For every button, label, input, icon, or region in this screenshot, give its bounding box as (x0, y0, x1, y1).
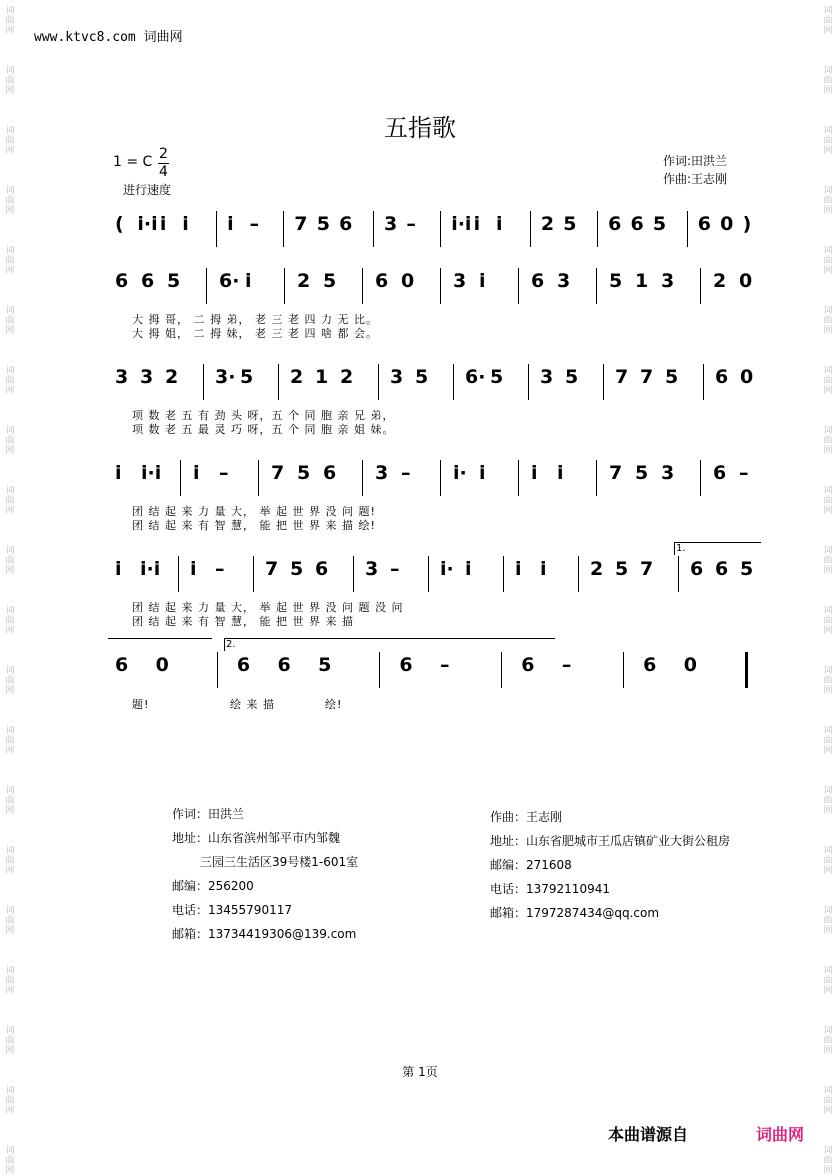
bar-line (258, 460, 259, 496)
watermark-text: 词 曲 网 (823, 66, 833, 96)
watermark-text: 词 曲 网 (823, 846, 833, 876)
score-note: – (401, 462, 411, 484)
score-note: 0 (720, 213, 734, 235)
bar-line (503, 556, 504, 592)
bar-line (216, 211, 217, 247)
score-note: 2 (340, 366, 354, 388)
time-top: 2 (159, 146, 168, 162)
bar-line (528, 364, 529, 400)
score-note: 7 (609, 462, 623, 484)
score-note: i (557, 462, 564, 484)
bar-line (518, 460, 519, 496)
score-note: – (249, 213, 259, 235)
score-note: 6 (715, 558, 729, 580)
bar-line (700, 268, 701, 304)
bar-line (178, 556, 179, 592)
bar-line (440, 460, 441, 496)
score-note: ( (115, 213, 124, 235)
bar-line (440, 211, 441, 247)
composer-credit: 作曲:王志刚 (663, 172, 728, 186)
score-note: i (465, 558, 472, 580)
watermark-text: 词 曲 网 (823, 606, 833, 636)
score-note: 0 (739, 270, 753, 292)
score-note: 6 (115, 270, 129, 292)
score-note: 7 (271, 462, 285, 484)
score-note: 5 (240, 366, 254, 388)
score-note: 2 (590, 558, 604, 580)
watermark-text: 词 曲 网 (5, 906, 15, 936)
footer-addr1: 地址：山东省滨州邹平市内邹魏 (172, 831, 341, 845)
bar-line (440, 268, 441, 304)
watermark-text: 词 曲 网 (5, 306, 15, 336)
time-bottom: 4 (159, 164, 168, 180)
bar-line (283, 211, 284, 247)
score-note: – (390, 558, 400, 580)
watermark-text: 词 曲 网 (823, 546, 833, 576)
watermark-text: 词 曲 网 (5, 66, 15, 96)
watermark-text: 词 曲 网 (5, 1146, 15, 1176)
score-note: 5 (297, 462, 311, 484)
bar-line (428, 556, 429, 592)
score-note: 5 (323, 270, 337, 292)
watermark-text: 词 曲 网 (5, 246, 15, 276)
bar-line (597, 211, 598, 247)
bar-line (278, 364, 279, 400)
score-note: – (561, 654, 572, 676)
watermark-text: 词 曲 网 (5, 126, 15, 156)
bar-line (453, 364, 454, 400)
watermark-text: 词 曲 网 (5, 6, 15, 36)
bar-line (206, 268, 207, 304)
song-title: 五指歌 (384, 114, 456, 142)
volta-2: 2. (226, 639, 236, 650)
bar-line (700, 460, 701, 496)
lyrics-line: 团 结 起 来 有 智 慧， 能 把 世 界 来 描 绘! (132, 519, 376, 532)
score-note: 3 (540, 366, 554, 388)
watermark-text: 词 曲 网 (5, 486, 15, 516)
watermark-text: 词 曲 网 (823, 426, 833, 456)
footer-addr2: 三园三生活区39号楼1-601室 (200, 855, 359, 869)
score-note: 6 (690, 558, 704, 580)
watermark-text: 词 曲 网 (5, 606, 15, 636)
watermark-text: 词 曲 网 (823, 126, 833, 156)
score-note: 2 (165, 366, 179, 388)
watermark-text: 词 曲 网 (823, 666, 833, 696)
source-label: 本曲谱源自 (608, 1125, 689, 1144)
watermark-text: 词 曲 网 (823, 366, 833, 396)
score-note: 6 (521, 654, 535, 676)
bar-line (362, 268, 363, 304)
lyrics-line: 团 结 起 来 力 量 大， 举 起 世 界 没 问 题 没 问 (132, 601, 404, 614)
score-note: 6 (277, 654, 291, 676)
score-note: 1 (315, 366, 329, 388)
bar-line (353, 556, 354, 592)
watermark-text: 词 曲 网 (5, 726, 15, 756)
bar-line (596, 460, 597, 496)
watermark-text: 词 曲 网 (5, 966, 15, 996)
score-note: 6 (713, 462, 727, 484)
watermark-text: 词 曲 网 (5, 666, 15, 696)
score-note: 5 (490, 366, 504, 388)
score-note: i (245, 270, 252, 292)
bar-line (596, 268, 597, 304)
bar-line (703, 364, 704, 400)
volta-2-bracket (224, 638, 555, 651)
score-note: 0 (401, 270, 415, 292)
watermark-text: 词 曲 网 (5, 426, 15, 456)
score-note: 5 (609, 270, 623, 292)
lyrics-line: 项 数 老 五 有 劲 头 呀，五 个 同 胞 亲 兄 弟， (132, 409, 395, 422)
score-note: 3· (215, 366, 236, 388)
bar-line (678, 556, 679, 592)
score-note: – (739, 462, 749, 484)
score-note: i (479, 270, 486, 292)
score-note: – (440, 654, 450, 676)
score-note: 3 (390, 366, 404, 388)
score-note: 7 (640, 558, 654, 580)
score-note: 6 (643, 654, 657, 676)
watermark-text: 词 曲 网 (5, 1026, 15, 1056)
watermark-text: 词 曲 网 (5, 546, 15, 576)
lyrics-line: 大 拇 哥， 二 拇 弟， 老 三 老 四 力 无 比。 (132, 313, 378, 326)
lyrics-line: 绘 来 描 (230, 698, 275, 711)
score-note: 7 (640, 366, 654, 388)
score-note: i·i (140, 558, 161, 580)
score-note: 5 (167, 270, 181, 292)
footer-email-right: 邮箱：1797287434@qq.com (490, 906, 660, 920)
score-note: 6 (531, 270, 545, 292)
bar-line (203, 364, 204, 400)
score-note: 3 (557, 270, 571, 292)
footer-phone-right: 电话：13792110941 (490, 882, 610, 896)
score-note: 6 (608, 213, 622, 235)
score-note: 3 (375, 462, 389, 484)
score-note: 6 (236, 654, 251, 676)
bar-line (284, 268, 285, 304)
score-note: 3 (365, 558, 379, 580)
score-note: 5 (652, 213, 667, 235)
bar-line (578, 556, 579, 592)
watermark-text: 词 曲 网 (823, 726, 833, 756)
volta-1-bracket (674, 542, 761, 555)
score-note: i·i (137, 213, 158, 235)
watermark-text: 词 曲 网 (823, 6, 833, 36)
bar-line (687, 211, 688, 247)
score-note: 2 (713, 270, 727, 292)
score-note: 3 (383, 213, 398, 235)
score-note: 0 (683, 654, 697, 676)
score-note: – (219, 462, 229, 484)
score-note: 6 (115, 654, 129, 676)
bar-line (530, 211, 531, 247)
score-note: 2 (297, 270, 311, 292)
lyricist-credit: 作词:田洪兰 (663, 154, 728, 168)
score-note: 3 (140, 366, 154, 388)
score-note: 6· (219, 270, 240, 292)
watermark-text: 词 曲 网 (5, 1086, 15, 1116)
score-note: i (540, 558, 547, 580)
score-note: i (496, 213, 503, 235)
score-note: i (190, 558, 197, 580)
lyrics-line: 题! (132, 698, 150, 711)
lyrics-line: 团 结 起 来 有 智 慧， 能 把 世 界 来 描 (132, 615, 354, 628)
volta-1-end-bracket (108, 638, 212, 639)
score-note: 5 (563, 213, 577, 235)
score-note: – (215, 558, 225, 580)
score-note: 5 (615, 558, 629, 580)
watermark-text: 词 曲 网 (823, 906, 833, 936)
footer-zip: 邮编：256200 (172, 879, 254, 893)
footer-phone: 电话：13455790117 (172, 903, 292, 917)
footer-addr: 地址：山东省肥城市王瓜店镇矿业大街公租房 (490, 834, 731, 848)
score-note: 5 (318, 654, 332, 676)
score-note: i·i (451, 213, 472, 235)
lyrics-line: 绘! (325, 698, 343, 711)
watermark-text: 词 曲 网 (823, 246, 833, 276)
score-note: 2 (540, 213, 555, 235)
score-note: 0 (155, 654, 169, 676)
score-note: i (515, 558, 522, 580)
bar-line (379, 652, 380, 688)
score-note: 5 (415, 366, 429, 388)
footer-zip-right: 邮编：271608 (490, 858, 572, 872)
watermark-text: 词 曲 网 (823, 1086, 833, 1116)
score-note: 6 (715, 366, 729, 388)
score-note: 6 (339, 213, 353, 235)
score-note: 6 (399, 654, 413, 676)
lyrics-line: 团 结 起 来 力 量 大， 举 起 世 界 没 问 题! (132, 505, 376, 518)
page-number: 第 1页 (402, 1065, 438, 1079)
score-note: 5 (290, 558, 304, 580)
key-signature: 1 = C (113, 154, 153, 170)
bar-line (378, 364, 379, 400)
score-note: 3 (661, 270, 675, 292)
score-note: i·i (141, 462, 162, 484)
score-note: 6 (697, 213, 711, 235)
score-note: 5 (740, 558, 754, 580)
score-note: 6 (630, 213, 644, 235)
score-note: i (115, 462, 122, 484)
tempo-mark: 进行速度 (123, 183, 172, 197)
score-note: 5 (565, 366, 579, 388)
watermark-text: 词 曲 网 (823, 786, 833, 816)
score-note: 5 (665, 366, 679, 388)
score-note: 6 (141, 270, 155, 292)
score-note: i (473, 213, 481, 235)
watermark-text: 词 曲 网 (5, 786, 15, 816)
score-note: ) (742, 213, 752, 235)
score-note: 6 (315, 558, 329, 580)
score-note: 5 (316, 213, 330, 235)
score-note: i (227, 213, 234, 235)
left-watermark-strip (0, 0, 22, 1176)
watermark-text: 词 曲 网 (823, 306, 833, 336)
score-note: 3 (115, 366, 129, 388)
score-note: i (193, 462, 200, 484)
footer-lyricist: 作词：田洪兰 (172, 807, 245, 821)
site-header: www.ktvc8.com 词曲网 (34, 30, 183, 45)
score-note: 0 (740, 366, 754, 388)
score-note: i (182, 213, 189, 235)
score-note: 5 (635, 462, 649, 484)
lyrics-line: 大 拇 姐， 二 拇 妹， 老 三 老 四 啥 都 会。 (132, 327, 378, 340)
score-note: i (115, 558, 122, 580)
bar-line (180, 460, 181, 496)
score-note: i (159, 213, 167, 235)
watermark-text: 词 曲 网 (5, 186, 15, 216)
score-note: i (531, 462, 538, 484)
score-note: i (479, 462, 486, 484)
score-note: 2 (290, 366, 304, 388)
volta-1: 1. (676, 543, 686, 554)
bar-line (745, 652, 748, 688)
score-note: i· (440, 558, 454, 580)
bar-line (373, 211, 374, 247)
score-note: – (406, 213, 416, 235)
score-note: 6 (375, 270, 389, 292)
watermark-text: 词 曲 网 (823, 486, 833, 516)
right-watermark-strip (818, 0, 840, 1176)
watermark-text: 词 曲 网 (5, 846, 15, 876)
bar-line (217, 652, 218, 688)
bar-line (362, 460, 363, 496)
watermark-text: 词 曲 网 (823, 1026, 833, 1056)
score-note: 6· (465, 366, 486, 388)
score-note: 6 (323, 462, 337, 484)
bar-line (501, 652, 502, 688)
lyrics-line: 项 数 老 五 最 灵 巧 呀，五 个 同 胞 亲 姐 妹。 (132, 423, 395, 436)
bar-line (603, 364, 604, 400)
bar-line (518, 268, 519, 304)
watermark-text: 词 曲 网 (823, 1146, 833, 1176)
watermark-text: 词 曲 网 (5, 366, 15, 396)
score-note: 7 (265, 558, 279, 580)
brand-logo: 词曲网 (756, 1125, 805, 1144)
bar-line (623, 652, 624, 688)
score-note: 7 (615, 366, 629, 388)
footer-composer: 作曲：王志刚 (490, 810, 563, 824)
score-note: 3 (661, 462, 675, 484)
watermark-text: 词 曲 网 (823, 966, 833, 996)
score-note: 3 (453, 270, 467, 292)
watermark-text: 词 曲 网 (823, 186, 833, 216)
score-note: 7 (294, 213, 308, 235)
time-signature (158, 146, 169, 181)
footer-email: 邮箱：13734419306@139.com (172, 927, 357, 941)
bar-line (253, 556, 254, 592)
score-note: i· (453, 462, 467, 484)
score-note: 1 (635, 270, 649, 292)
